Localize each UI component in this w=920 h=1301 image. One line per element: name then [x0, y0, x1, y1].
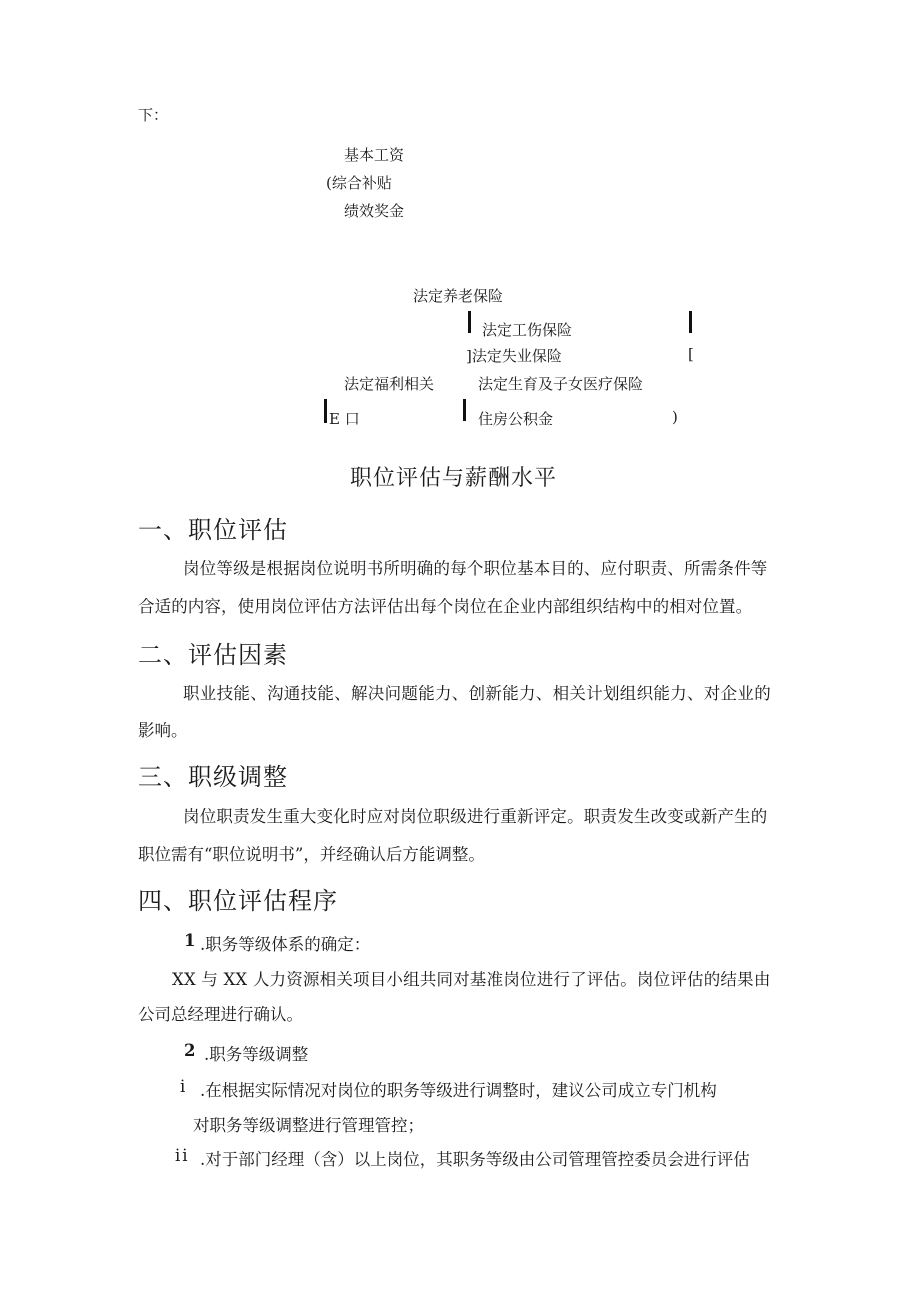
page-title: 职位评估与薪酬水平 — [350, 466, 558, 491]
procedure-item-1-line-1: XX 与 XX 人力资源相关项目小组共同对基准岗位进行了评估。岗位评估的结果由 — [172, 970, 771, 989]
benefit-e-box: E 口 — [329, 410, 360, 428]
bracket-bar-left-bottom — [324, 399, 327, 423]
section-1-line-1: 岗位等级是根据岗位说明书所明确的每个职位基本目的、应付职责、所需条件等 — [183, 559, 768, 578]
procedure-item-2-title: .职务等级调整 — [204, 1045, 309, 1064]
salary-allowance: (综合补贴 — [326, 174, 392, 192]
benefit-maternity: 法定生育及子女医疗保险 — [478, 375, 644, 393]
benefit-injury: 法定工伤保险 — [482, 321, 573, 339]
section-heading-1: 一、职位评估 — [138, 516, 288, 544]
salary-bonus: 绩效奖金 — [344, 202, 405, 220]
section-3-line-2: 职位需有“职位说明书”，并经确认后方能调整。 — [138, 845, 485, 864]
section-2-line-2: 影响。 — [138, 721, 188, 740]
sub-item-i-continuation: 对职务等级调整进行管理管控； — [193, 1116, 424, 1135]
section-1-line-2: 合适的内容，使用岗位评估方法评估出每个岗位在企业内部组织结构中的相对位置。 — [138, 597, 753, 616]
paren-right: ) — [672, 408, 678, 426]
section-heading-3: 三、职级调整 — [138, 763, 288, 791]
sub-item-i-text: .在根据实际情况对岗位的职务等级进行调整时，建议公司成立专门机构 — [200, 1081, 717, 1100]
section-2-line-1: 职业技能、沟通技能、解决问题能力、创新能力、相关计划组织能力、对企业的 — [183, 684, 771, 703]
bracket-bar-left-top — [468, 311, 471, 333]
benefit-pension: 法定养老保险 — [413, 287, 504, 305]
procedure-item-1-title: .职务等级体系的确定： — [200, 935, 371, 954]
bracket-bar-mid-bottom — [463, 399, 466, 421]
sub-item-ii-text: .对于部门经理（含）以上岗位，其职务等级由公司管理管控委员会进行评估 — [200, 1150, 750, 1169]
procedure-item-1-number: 1 — [184, 931, 196, 950]
salary-base: 基本工资 — [344, 146, 405, 164]
bracket-right: [ — [688, 345, 694, 363]
section-3-line-1: 岗位职责发生重大变化时应对岗位职级进行重新评定。职责发生改变或新产生的 — [183, 807, 768, 826]
procedure-item-1-line-2: 公司总经理进行确认。 — [138, 1005, 303, 1024]
bracket-bar-right-top — [689, 311, 692, 333]
procedure-item-2-number: 2 — [184, 1041, 196, 1060]
benefit-welfare-label: 法定福利相关 — [344, 375, 435, 393]
section-heading-4: 四、职位评估程序 — [138, 887, 338, 915]
benefit-housing: 住房公积金 — [478, 410, 554, 428]
sub-item-ii-label: ii — [175, 1146, 190, 1165]
sub-item-i-label: i — [180, 1077, 186, 1096]
section-heading-2: 二、评估因素 — [138, 641, 288, 669]
intro-text: 下： — [138, 106, 169, 124]
benefit-unemployment: ]法定失业保险 — [466, 347, 562, 365]
